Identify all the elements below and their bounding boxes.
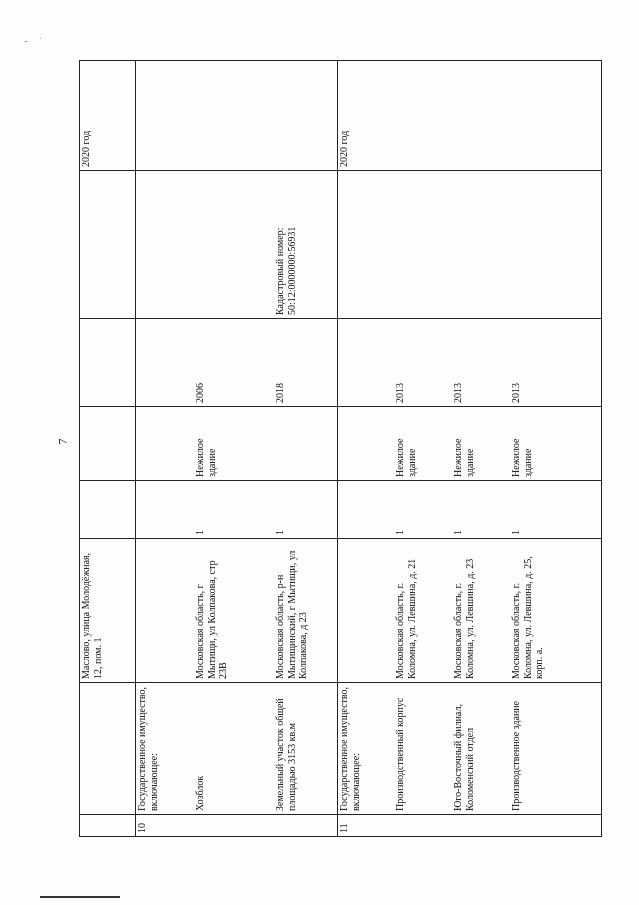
cell-cadastral [80, 171, 136, 319]
table-row [338, 61, 602, 837]
item-year: 2013 [511, 383, 522, 403]
cell-kind [80, 407, 136, 481]
cell-num: 10 [136, 815, 338, 837]
item-address: Московская область, г. Коломна, ул. Левшина, д. 23 [453, 558, 476, 679]
item-address: Московская область, р-н Мытищинский, г Мытищи, ул Колпакова, д 23 [275, 550, 309, 679]
page-number: 7 [55, 438, 70, 445]
item-name: Юго-Восточный филиал, Коломенский отдел [453, 704, 476, 811]
item-qty: 1 [195, 530, 206, 535]
item-address: Московская область, г Мытищи, ул Колпакова, стр 23В [195, 560, 229, 679]
cell-address [136, 539, 338, 683]
item-qty: 1 [511, 530, 522, 535]
item-year: 2006 [195, 383, 206, 403]
cell-name [80, 683, 136, 815]
item-year: 2018 [275, 383, 286, 403]
cell-name [338, 683, 602, 815]
item-name: Производственный корпус [395, 697, 406, 811]
cell-num [80, 815, 136, 837]
rotated-table-container [79, 61, 601, 837]
footer-rule [40, 896, 120, 898]
cell-name [136, 683, 338, 815]
item-year: 2013 [395, 383, 406, 403]
table-row [136, 61, 338, 837]
scan-speck [25, 41, 27, 42]
cell-deadline: 2020 год [80, 61, 136, 171]
cell-year [80, 319, 136, 407]
item-qty: 1 [453, 530, 464, 535]
item-kind: Нежилое здание [195, 438, 218, 477]
cell-cadastral [338, 171, 602, 319]
group-title: Государственное имущество, включающее: [339, 686, 362, 811]
item-qty: 1 [275, 530, 286, 535]
item-kind: Нежилое здание [511, 438, 534, 477]
cell-deadline: 2020 год [338, 61, 602, 171]
cell-qty [80, 481, 136, 539]
table-row [80, 61, 136, 837]
cell-cadastral [136, 171, 338, 319]
item-kind: Нежилое здание [395, 438, 418, 477]
cell-year [136, 319, 338, 407]
cell-num: 11 [338, 815, 602, 837]
cell-address: Маслово, улица Молодёжная, 12, пом. 1 [80, 539, 136, 683]
cell-kind [338, 407, 602, 481]
cell-qty [338, 481, 602, 539]
cell-kind [136, 407, 338, 481]
item-address: Московская область, г. Коломна, ул. Левшина, д. 25, корп. а. [511, 556, 545, 679]
item-name: Земельный участок общей площадью 3153 кв.м [275, 698, 298, 811]
item-qty: 1 [395, 530, 406, 535]
cell-qty [136, 481, 338, 539]
group-title: Государственное имущество, включающее: [137, 686, 160, 811]
item-address: Московская область, г. Коломна, ул. Левшина, д. 21 [395, 558, 418, 679]
item-kind: Нежилое здание [453, 438, 476, 477]
property-table [79, 60, 602, 837]
scan-speck [40, 38, 41, 39]
item-name: Хозблок [195, 775, 206, 811]
item-year: 2013 [453, 383, 464, 403]
cell-year [338, 319, 602, 407]
item-name: Производственное здание [511, 700, 522, 811]
cell-address [338, 539, 602, 683]
cell-deadline [136, 61, 338, 171]
item-cadastral: Кадастровый номер: 50:12:0000000:56931 [275, 226, 298, 315]
